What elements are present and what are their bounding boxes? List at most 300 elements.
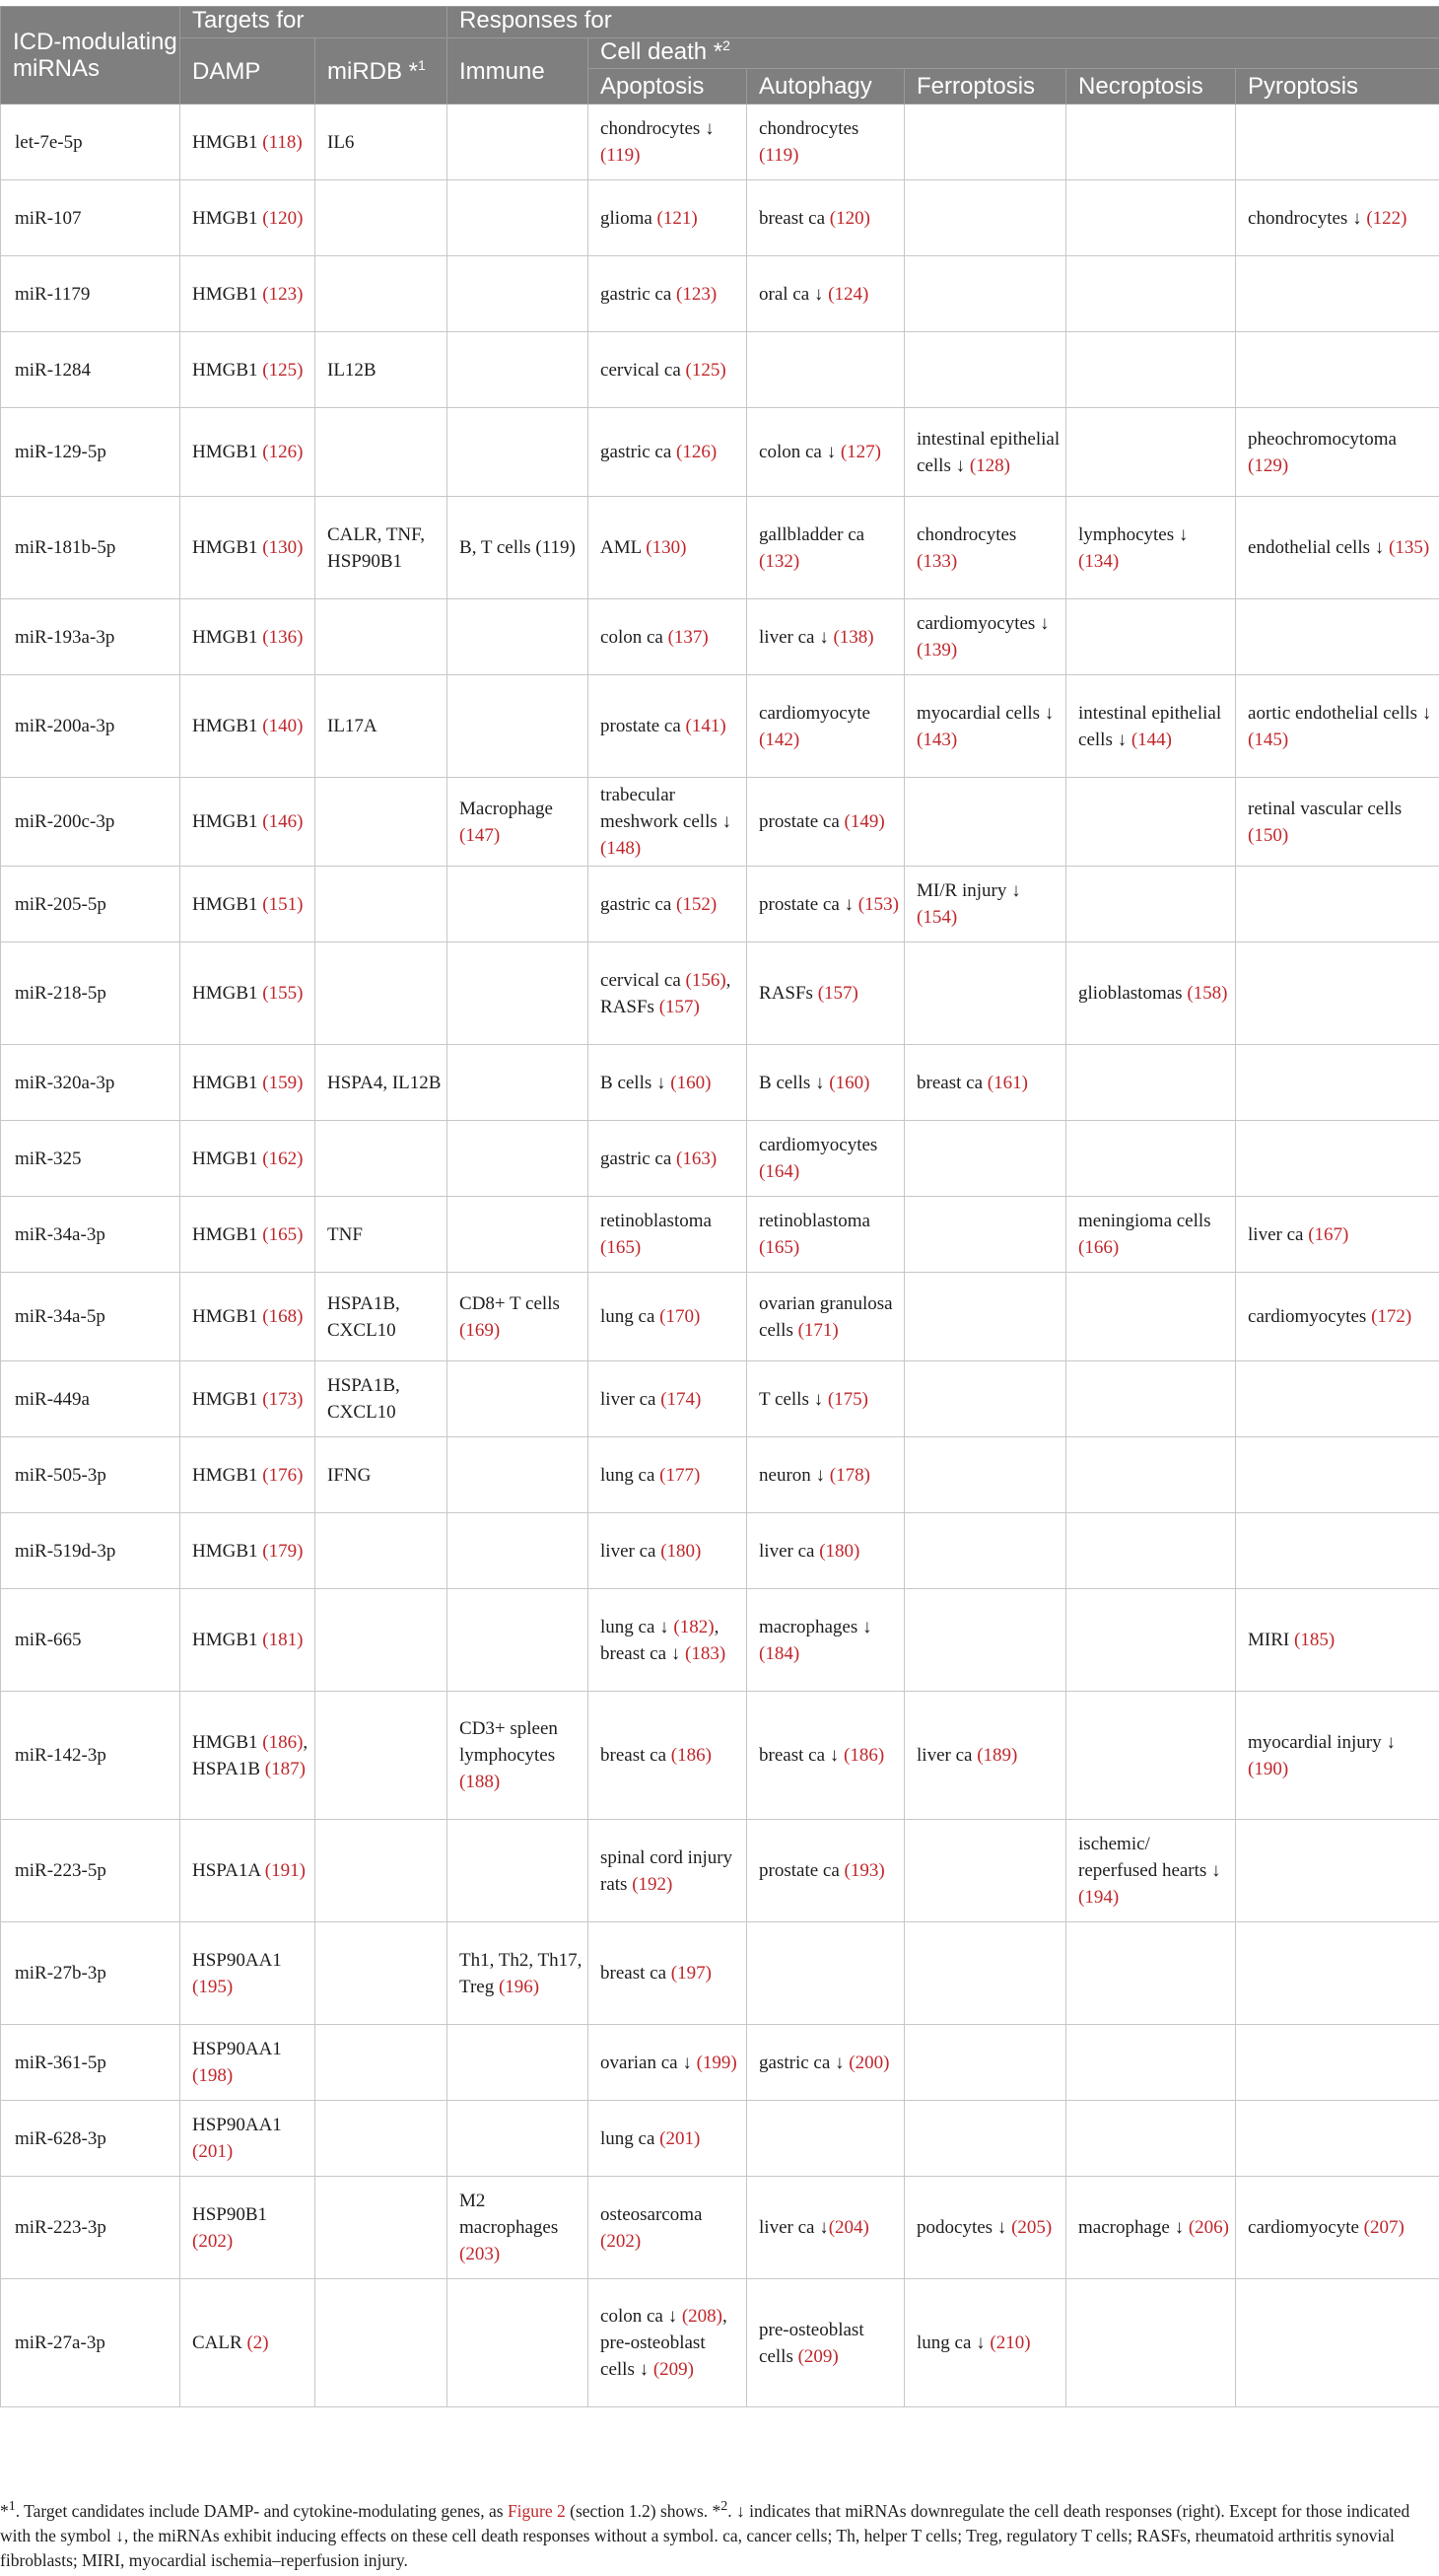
footnote-sup-1: 1	[8, 2499, 16, 2515]
cell-damp: HMGB1 (146)	[180, 778, 315, 867]
cell-necroptosis	[1066, 1273, 1236, 1361]
cell-necroptosis	[1066, 104, 1236, 180]
cell-damp: HMGB1 (123)	[180, 256, 315, 332]
cell-pyroptosis	[1236, 1820, 1439, 1922]
cell-necroptosis	[1066, 2279, 1236, 2407]
cell-damp: HMGB1 (151)	[180, 867, 315, 942]
reference-link[interactable]: (143)	[917, 729, 958, 750]
cell-necroptosis	[1066, 1361, 1236, 1437]
cell-necroptosis	[1066, 1437, 1236, 1513]
cell-damp: HSP90AA1 (195)	[180, 1922, 315, 2025]
table-row	[1, 867, 1439, 942]
reference-link[interactable]: (200)	[849, 2052, 890, 2073]
cell-apoptosis: colon ca ↓ (208), pre-osteoblast cells ↓ (209)	[588, 2279, 747, 2407]
reference-link[interactable]: (123)	[676, 283, 718, 305]
reference-link[interactable]: (141)	[685, 716, 726, 736]
cell-mirdb: CALR, TNF, HSP90B1	[315, 497, 447, 599]
reference-link[interactable]: (207)	[1363, 2217, 1405, 2238]
cell-autophagy: liver ca ↓(204)	[747, 2177, 905, 2279]
cell-immune	[447, 332, 588, 408]
cell-immune	[447, 1361, 588, 1437]
col-group-responses	[447, 7, 1439, 38]
col-header-immune	[447, 38, 588, 104]
pyroptosis-label: Pyroptosis	[1248, 73, 1359, 100]
reference-link[interactable]: (208)	[681, 2306, 722, 2327]
responses-for-label: Responses for	[459, 7, 612, 34]
figure-2-link[interactable]: Figure 2	[507, 2501, 566, 2521]
cell-necroptosis	[1066, 599, 1236, 675]
reference-link[interactable]: (184)	[759, 1642, 800, 1664]
reference-link[interactable]: (156)	[685, 969, 726, 991]
reference-link[interactable]: (138)	[833, 626, 874, 648]
reference-link[interactable]: (119)	[759, 145, 799, 166]
col-header-necroptosis	[1066, 69, 1236, 104]
cell-necroptosis	[1066, 256, 1236, 332]
reference-link[interactable]: (175)	[827, 1388, 869, 1410]
reference-link[interactable]: (146)	[262, 811, 304, 832]
cell-mirna: miR-628-3p	[1, 2101, 180, 2177]
reference-link[interactable]: (197)	[670, 1963, 712, 1984]
cell-necroptosis: meningioma cells (166)	[1066, 1197, 1236, 1273]
cell-apoptosis: ovarian ca ↓ (199)	[588, 2025, 747, 2101]
targets-for-label: Targets for	[192, 7, 305, 34]
cell-immune	[447, 2101, 588, 2177]
reference-link[interactable]: (166)	[1078, 1237, 1120, 1258]
reference-link[interactable]: (201)	[192, 2141, 234, 2162]
cell-apoptosis: liver ca (180)	[588, 1513, 747, 1589]
cell-mirdb	[315, 2279, 447, 2407]
col-header-apoptosis	[588, 69, 747, 104]
reference-link[interactable]: (186)	[262, 1731, 304, 1753]
reference-link[interactable]: (199)	[696, 2052, 737, 2073]
reference-link[interactable]: (2)	[246, 2332, 269, 2353]
reference-link[interactable]: (185)	[1294, 1630, 1336, 1650]
reference-link[interactable]: (206)	[1188, 2217, 1230, 2238]
reference-link[interactable]: (186)	[670, 1745, 712, 1766]
cell-damp: HMGB1 (155)	[180, 942, 315, 1045]
cell-autophagy: colon ca ↓ (127)	[747, 408, 905, 497]
reference-link[interactable]: (165)	[262, 1223, 304, 1245]
cell-mirna: miR-218-5p	[1, 942, 180, 1045]
cell-autophagy: chondrocytes (119)	[747, 104, 905, 180]
col-header-ferroptosis	[905, 69, 1066, 104]
cell-necroptosis: intestinal epithelial cells ↓ (144)	[1066, 675, 1236, 778]
cell-necroptosis	[1066, 1045, 1236, 1121]
cell-immune: CD3+ spleen lymphocytes (188)	[447, 1692, 588, 1820]
reference-link[interactable]: (154)	[917, 907, 958, 928]
cell-immune	[447, 599, 588, 675]
table-row	[1, 1361, 1439, 1437]
cell-mirna: let-7e-5p	[1, 104, 180, 180]
cell-pyroptosis: pheochromocytoma (129)	[1236, 408, 1439, 497]
reference-link[interactable]: (201)	[659, 2127, 701, 2149]
table-row	[1, 180, 1439, 256]
reference-link[interactable]: (189)	[977, 1745, 1018, 1766]
reference-link[interactable]: (172)	[1371, 1306, 1412, 1327]
reference-link[interactable]: (127)	[840, 442, 881, 462]
reference-link[interactable]: (140)	[262, 716, 304, 736]
cell-mirdb	[315, 1820, 447, 1922]
reference-link[interactable]: (163)	[676, 1148, 718, 1169]
cell-mirna: miR-223-5p	[1, 1820, 180, 1922]
cell-damp: HMGB1 (130)	[180, 497, 315, 599]
reference-link[interactable]: (171)	[797, 1319, 839, 1341]
cell-damp: HMGB1 (165)	[180, 1197, 315, 1273]
footnote-sup-2: 2	[720, 2499, 728, 2515]
reference-link[interactable]: (176)	[262, 1464, 304, 1486]
reference-link[interactable]: (134)	[1078, 550, 1120, 572]
reference-link[interactable]: (139)	[917, 640, 958, 661]
reference-link[interactable]: (159)	[262, 1072, 304, 1093]
reference-link[interactable]: (135)	[1389, 537, 1430, 558]
cell-mirna: miR-34a-3p	[1, 1197, 180, 1273]
cell-damp: HMGB1 (179)	[180, 1513, 315, 1589]
col-group-targets	[180, 7, 447, 38]
footnote-mark-1: *	[0, 2501, 9, 2521]
reference-link[interactable]: (165)	[759, 1237, 800, 1258]
reference-link[interactable]: (130)	[262, 537, 304, 558]
cell-mirdb	[315, 867, 447, 942]
reference-link[interactable]: (155)	[262, 983, 304, 1004]
cell-mirdb: IFNG	[315, 1437, 447, 1513]
cell-damp: HMGB1 (162)	[180, 1121, 315, 1197]
reference-link[interactable]: (209)	[652, 2359, 694, 2380]
cell-apoptosis: prostate ca (141)	[588, 675, 747, 778]
reference-link[interactable]: (195)	[192, 1976, 234, 1997]
cell-damp: HMGB1 (118)	[180, 104, 315, 180]
cell-mirdb	[315, 1922, 447, 2025]
reference-link[interactable]: (165)	[600, 1237, 642, 1258]
reference-link[interactable]: (157)	[817, 983, 858, 1004]
cell-mirdb	[315, 180, 447, 256]
cell-apoptosis: liver ca (174)	[588, 1361, 747, 1437]
reference-link[interactable]: (126)	[676, 442, 718, 462]
cell-ferroptosis	[905, 942, 1066, 1045]
cell-immune	[447, 104, 588, 180]
reference-link[interactable]: (150)	[1248, 824, 1289, 846]
reference-link[interactable]: (170)	[659, 1306, 701, 1327]
reference-link[interactable]: (119)	[600, 145, 641, 166]
cell-immune	[447, 2279, 588, 2407]
table-row	[1, 1820, 1439, 1922]
cell-autophagy: prostate ca (193)	[747, 1820, 905, 1922]
reference-link[interactable]: (202)	[600, 2230, 642, 2252]
cell-apoptosis: retinoblastoma (165)	[588, 1197, 747, 1273]
cell-mirdb: IL12B	[315, 332, 447, 408]
cell-necroptosis	[1066, 1121, 1236, 1197]
reference-link[interactable]: (157)	[658, 996, 700, 1017]
cell-mirna: miR-665	[1, 1589, 180, 1692]
cell-damp: HMGB1 (136)	[180, 599, 315, 675]
cell-apoptosis: colon ca (137)	[588, 599, 747, 675]
reference-link[interactable]: (182)	[673, 1616, 715, 1637]
cell-autophagy: liver ca (180)	[747, 1513, 905, 1589]
table-row	[1, 2101, 1439, 2177]
table-row	[1, 497, 1439, 599]
table-footnote	[0, 2499, 1439, 2573]
cell-necroptosis	[1066, 778, 1236, 867]
reference-link[interactable]: (122)	[1366, 207, 1407, 229]
cell-ferroptosis	[905, 104, 1066, 180]
cell-ferroptosis	[905, 778, 1066, 867]
cell-ferroptosis	[905, 1121, 1066, 1197]
cell-apoptosis: osteosarcoma (202)	[588, 2177, 747, 2279]
reference-link[interactable]: (202)	[192, 2230, 234, 2252]
cell-mirdb	[315, 408, 447, 497]
cell-autophagy: prostate ca ↓ (153)	[747, 867, 905, 942]
reference-link[interactable]: (130)	[646, 537, 687, 558]
cell-autophagy: RASFs (157)	[747, 942, 905, 1045]
cell-autophagy: gastric ca ↓ (200)	[747, 2025, 905, 2101]
reference-link[interactable]: (142)	[759, 729, 800, 750]
ferroptosis-label: Ferroptosis	[917, 73, 1036, 100]
reference-link[interactable]: (161)	[987, 1072, 1028, 1093]
reference-link[interactable]: (147)	[459, 824, 501, 846]
cell-necroptosis: glioblastomas (158)	[1066, 942, 1236, 1045]
cell-mirdb	[315, 1513, 447, 1589]
cell-mirdb: IL17A	[315, 675, 447, 778]
cell-damp: HMGB1 (126)	[180, 408, 315, 497]
reference-link[interactable]: (152)	[676, 893, 718, 915]
cell-necroptosis	[1066, 1922, 1236, 2025]
reference-link[interactable]: (145)	[1248, 729, 1289, 750]
reference-link[interactable]: (129)	[1248, 454, 1289, 476]
reference-link[interactable]: (188)	[459, 1772, 501, 1792]
cell-mirna: miR-181b-5p	[1, 497, 180, 599]
reference-link[interactable]: (177)	[659, 1464, 701, 1486]
cell-ferroptosis	[905, 180, 1066, 256]
reference-link[interactable]: (126)	[262, 442, 304, 462]
cell-immune: Macrophage (147)	[447, 778, 588, 867]
cell-pyroptosis	[1236, 1922, 1439, 2025]
reference-link[interactable]: (187)	[264, 1758, 306, 1779]
cell-ferroptosis: MI/R injury ↓ (154)	[905, 867, 1066, 942]
table-row	[1, 942, 1439, 1045]
cell-autophagy: oral ca ↓ (124)	[747, 256, 905, 332]
cell-autophagy	[747, 2101, 905, 2177]
cell-mirdb: HSPA1B, CXCL10	[315, 1361, 447, 1437]
reference-link[interactable]: (167)	[1308, 1223, 1349, 1245]
reference-link[interactable]: (123)	[262, 283, 304, 305]
cell-damp: HMGB1 (173)	[180, 1361, 315, 1437]
cell-pyroptosis	[1236, 104, 1439, 180]
cell-necroptosis	[1066, 180, 1236, 256]
cell-mirna: miR-1284	[1, 332, 180, 408]
cell-death-sup: 2	[722, 37, 730, 53]
reference-link[interactable]: (132)	[759, 550, 800, 572]
cell-ferroptosis	[905, 1437, 1066, 1513]
reference-link[interactable]: (128)	[969, 454, 1010, 476]
cell-immune	[447, 408, 588, 497]
cell-damp: HMGB1 (140)	[180, 675, 315, 778]
reference-link[interactable]: (192)	[632, 1873, 673, 1895]
footnote-text-2: . ↓ indicates that miRNAs downregulate the cell death responses (right). Except for those indicated with the symbol ↓, the miRNAs exhibit inducing effects on these cell death responses without a symbol. ca, cancer cells; Th, helper T cells; Treg, regulatory T cells; RASFs, rheumatoid arthritis synovial fibroblasts; MIRI, myocardial ischemia–reperfusion injury.	[0, 2501, 1410, 2570]
cell-autophagy: neuron ↓ (178)	[747, 1437, 905, 1513]
reference-link[interactable]: (180)	[819, 1540, 860, 1562]
table-row	[1, 599, 1439, 675]
cell-damp: HSPA1A (191)	[180, 1820, 315, 1922]
cell-mirna: miR-505-3p	[1, 1437, 180, 1513]
reference-link[interactable]: (178)	[829, 1464, 870, 1486]
cell-mirdb	[315, 1589, 447, 1692]
reference-link[interactable]: (164)	[759, 1161, 800, 1182]
cell-immune	[447, 1513, 588, 1589]
cell-immune	[447, 1589, 588, 1692]
reference-link[interactable]: (120)	[829, 207, 870, 229]
table-header	[1, 7, 1439, 104]
reference-link[interactable]: (193)	[844, 1860, 885, 1881]
cell-apoptosis: chondrocytes ↓ (119)	[588, 104, 747, 180]
reference-link[interactable]: (160)	[670, 1072, 712, 1093]
cell-apoptosis: lung ca ↓ (182), breast ca ↓ (183)	[588, 1589, 747, 1692]
cell-pyroptosis: aortic endothelial cells ↓ (145)	[1236, 675, 1439, 778]
reference-link[interactable]: (133)	[917, 550, 958, 572]
cell-pyroptosis: liver ca (167)	[1236, 1197, 1439, 1273]
cell-immune	[447, 867, 588, 942]
reference-link[interactable]: (196)	[498, 1976, 540, 1997]
cell-apoptosis: B cells ↓ (160)	[588, 1045, 747, 1121]
reference-link[interactable]: (144)	[1131, 729, 1172, 750]
footnote-text-1b: (section 1.2) shows. *	[565, 2501, 721, 2521]
cell-ferroptosis	[905, 2101, 1066, 2177]
col-header-pyroptosis	[1236, 69, 1439, 104]
cell-autophagy: prostate ca (149)	[747, 778, 905, 867]
cell-mirna: miR-193a-3p	[1, 599, 180, 675]
cell-apoptosis: lung ca (170)	[588, 1273, 747, 1361]
cell-mirna: miR-129-5p	[1, 408, 180, 497]
cell-mirdb: TNF	[315, 1197, 447, 1273]
cell-autophagy: liver ca ↓ (138)	[747, 599, 905, 675]
reference-link[interactable]: (121)	[656, 207, 698, 229]
table-row	[1, 778, 1439, 867]
cell-immune	[447, 675, 588, 778]
table-row	[1, 675, 1439, 778]
cell-pyroptosis	[1236, 332, 1439, 408]
table-row	[1, 1273, 1439, 1361]
cell-mirdb: HSPA1B, CXCL10	[315, 1273, 447, 1361]
cell-ferroptosis	[905, 1197, 1066, 1273]
cell-autophagy	[747, 332, 905, 408]
cell-mirdb	[315, 778, 447, 867]
table-row	[1, 104, 1439, 180]
cell-mirna: miR-34a-5p	[1, 1273, 180, 1361]
table-row	[1, 1045, 1439, 1121]
cell-mirdb: HSPA4, IL12B	[315, 1045, 447, 1121]
cell-immune	[447, 180, 588, 256]
cell-ferroptosis: lung ca ↓ (210)	[905, 2279, 1066, 2407]
footnote-text-1a: . Target candidates include DAMP- and cytokine-modulating genes, as	[15, 2501, 508, 2521]
cell-mirna: miR-519d-3p	[1, 1513, 180, 1589]
reference-link[interactable]: (205)	[1011, 2217, 1053, 2238]
cell-apoptosis: cervical ca (125)	[588, 332, 747, 408]
reference-link[interactable]: (179)	[262, 1540, 304, 1562]
cell-immune	[447, 1045, 588, 1121]
reference-link[interactable]: (162)	[262, 1148, 304, 1169]
cell-pyroptosis	[1236, 2101, 1439, 2177]
reference-link[interactable]: (203)	[459, 2244, 501, 2264]
reference-link[interactable]: (191)	[264, 1860, 306, 1881]
cell-mirna: miR-320a-3p	[1, 1045, 180, 1121]
cell-necroptosis	[1066, 2101, 1236, 2177]
reference-link[interactable]: (209)	[797, 2345, 839, 2367]
reference-link[interactable]: (153)	[857, 893, 899, 915]
cell-mirna: miR-200a-3p	[1, 675, 180, 778]
cell-mirna: miR-223-3p	[1, 2177, 180, 2279]
cell-damp: HSP90AA1 (201)	[180, 2101, 315, 2177]
table-row	[1, 1121, 1439, 1197]
reference-link[interactable]: (158)	[1187, 983, 1228, 1004]
reference-link[interactable]: (125)	[262, 359, 304, 381]
col-header-damp	[180, 38, 315, 104]
cell-autophagy: gallbladder ca (132)	[747, 497, 905, 599]
reference-link[interactable]: (160)	[829, 1072, 870, 1093]
cell-apoptosis: AML (130)	[588, 497, 747, 599]
reference-link[interactable]: (174)	[660, 1388, 702, 1410]
cell-ferroptosis	[905, 1361, 1066, 1437]
reference-link[interactable]: (168)	[262, 1306, 304, 1327]
reference-link[interactable]: (181)	[262, 1630, 304, 1650]
cell-mirdb	[315, 1692, 447, 1820]
cell-mirna: miR-200c-3p	[1, 778, 180, 867]
reference-link[interactable]: (210)	[990, 2332, 1031, 2353]
cell-ferroptosis: intestinal epithelial cells ↓ (128)	[905, 408, 1066, 497]
col-header-mirnas	[1, 7, 180, 104]
cell-mirdb	[315, 2025, 447, 2101]
cell-immune	[447, 942, 588, 1045]
reference-link[interactable]: (148)	[600, 838, 642, 859]
cell-ferroptosis: cardiomyocytes ↓ (139)	[905, 599, 1066, 675]
reference-link[interactable]: (180)	[660, 1540, 702, 1562]
cell-necroptosis: ischemic/ reperfused hearts ↓ (194)	[1066, 1820, 1236, 1922]
cell-autophagy: cardiomyocyte (142)	[747, 675, 905, 778]
reference-link[interactable]: (137)	[667, 626, 709, 648]
cell-damp: HSP90B1 (202)	[180, 2177, 315, 2279]
cell-damp: HMGB1 (120)	[180, 180, 315, 256]
reference-link[interactable]: (186)	[844, 1745, 885, 1766]
reference-link[interactable]: (173)	[262, 1388, 304, 1410]
reference-link[interactable]: (124)	[828, 283, 869, 305]
cell-pyroptosis: cardiomyocytes (172)	[1236, 1273, 1439, 1361]
cell-apoptosis: breast ca (197)	[588, 1922, 747, 2025]
cell-pyroptosis	[1236, 1513, 1439, 1589]
reference-link[interactable]: (194)	[1078, 1887, 1120, 1908]
reference-link[interactable]: (204)	[828, 2217, 869, 2238]
cell-ferroptosis	[905, 256, 1066, 332]
cell-damp: HMGB1 (168)	[180, 1273, 315, 1361]
mirdb-sup: 1	[418, 56, 426, 73]
reference-link[interactable]: (151)	[262, 893, 304, 915]
cell-mirdb	[315, 599, 447, 675]
cell-damp: HMGB1 (181)	[180, 1589, 315, 1692]
reference-link[interactable]: (149)	[844, 811, 885, 832]
reference-link[interactable]: (183)	[685, 1642, 726, 1664]
reference-link[interactable]: (198)	[192, 2065, 234, 2086]
cell-necroptosis	[1066, 2025, 1236, 2101]
reference-link[interactable]: (136)	[262, 626, 304, 648]
cell-damp: HMGB1 (125)	[180, 332, 315, 408]
reference-link[interactable]: (118)	[262, 131, 303, 153]
col-header-autophagy	[747, 69, 905, 104]
reference-link[interactable]: (125)	[685, 359, 726, 381]
cell-necroptosis	[1066, 867, 1236, 942]
cell-pyroptosis	[1236, 1437, 1439, 1513]
cell-apoptosis: gastric ca (163)	[588, 1121, 747, 1197]
reference-link[interactable]: (169)	[459, 1319, 501, 1341]
cell-mirna: miR-27a-3p	[1, 2279, 180, 2407]
col-group-cell-death	[588, 38, 1439, 69]
reference-link[interactable]: (190)	[1248, 1758, 1289, 1779]
reference-link[interactable]: (120)	[262, 207, 304, 229]
